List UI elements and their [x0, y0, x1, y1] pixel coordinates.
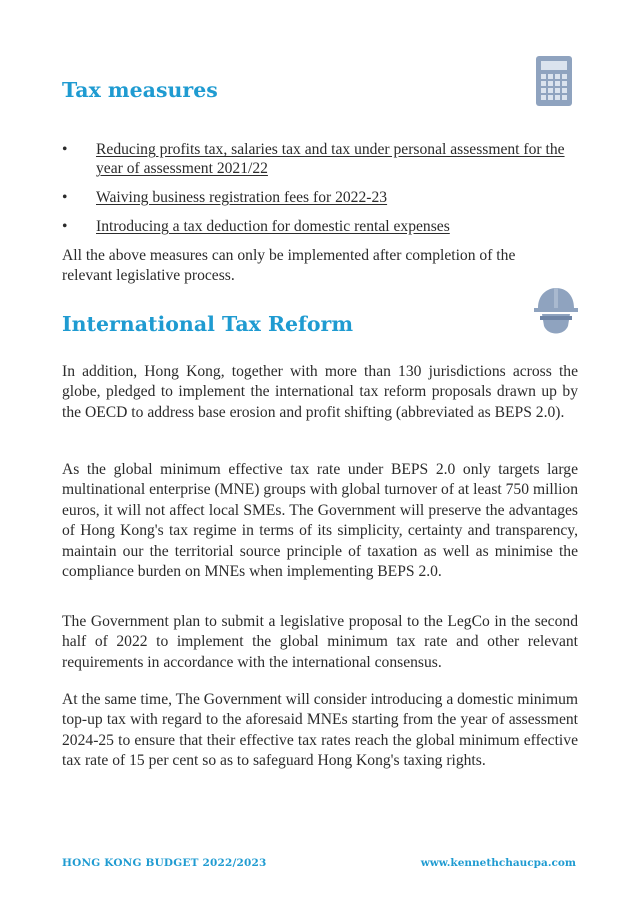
paragraph: The Government plan to submit a legislative proposal to the LegCo in the second half of 2022 to implement the global minimum tax rate and other relevant requirements in accordance with the international consensus. — [62, 613, 578, 671]
paragraph: In addition, Hong Kong, together with more than 130 jurisdictions across the globe, pledged to implement the international tax reform proposals drawn up by the OECD to address base erosion and profit shifting (abbreviated as BEPS 2.0). — [62, 363, 578, 421]
bullet-icon: • — [62, 189, 68, 206]
bullet-icon: • — [62, 141, 68, 158]
section-title-international-tax-reform: International Tax Reform — [62, 312, 354, 336]
footer-budget-label: HONG KONG BUDGET 2022/2023 — [62, 857, 267, 869]
list-item — [62, 188, 582, 207]
paragraph: As the global minimum effective tax rate under BEPS 2.0 only targets large multinational enterprise (MNE) groups with global turnover of at least 750 million euros, it will not affect local SMEs. The Government will preserve the advantages of Hong Kong's tax regime in terms of its simplicity, certainty and transparency, maintain our the territorial source principle of taxation as well as minimise the compliance burden on MNEs when implementing BEPS 2.0. — [62, 461, 578, 581]
section-title-tax-measures: Tax measures — [62, 78, 218, 102]
list-item-text[interactable]: Reducing profits tax, salaries tax and tax under personal assessment for the year of assessment 2021/22 — [96, 141, 565, 177]
list-item — [62, 140, 582, 178]
list-item — [62, 217, 582, 236]
list-item-text[interactable]: Waiving business registration fees for 2022-23 — [96, 189, 388, 206]
bullet-icon: • — [62, 218, 68, 235]
footer-website-link[interactable]: www.kennethchaucpa.com — [420, 857, 576, 869]
paragraph: At the same time, The Government will consider introducing a domestic minimum top-up tax with regard to the aforesaid MNEs starting from the year of assessment 2024-25 to ensure that their effective tax rates reach the global minimum effective tax rate of 15 per cent so as to safeguard Hong Kong's taxing rights. — [62, 691, 578, 770]
tax-measures-list — [62, 140, 582, 246]
calculator-icon — [536, 56, 572, 106]
list-item-text[interactable]: Introducing a tax deduction for domestic rental expenses — [96, 218, 450, 235]
hard-hat-worker-icon — [530, 286, 580, 342]
legislative-note: All the above measures can only be implemented after completion of the relevant legislative process. — [62, 247, 516, 284]
